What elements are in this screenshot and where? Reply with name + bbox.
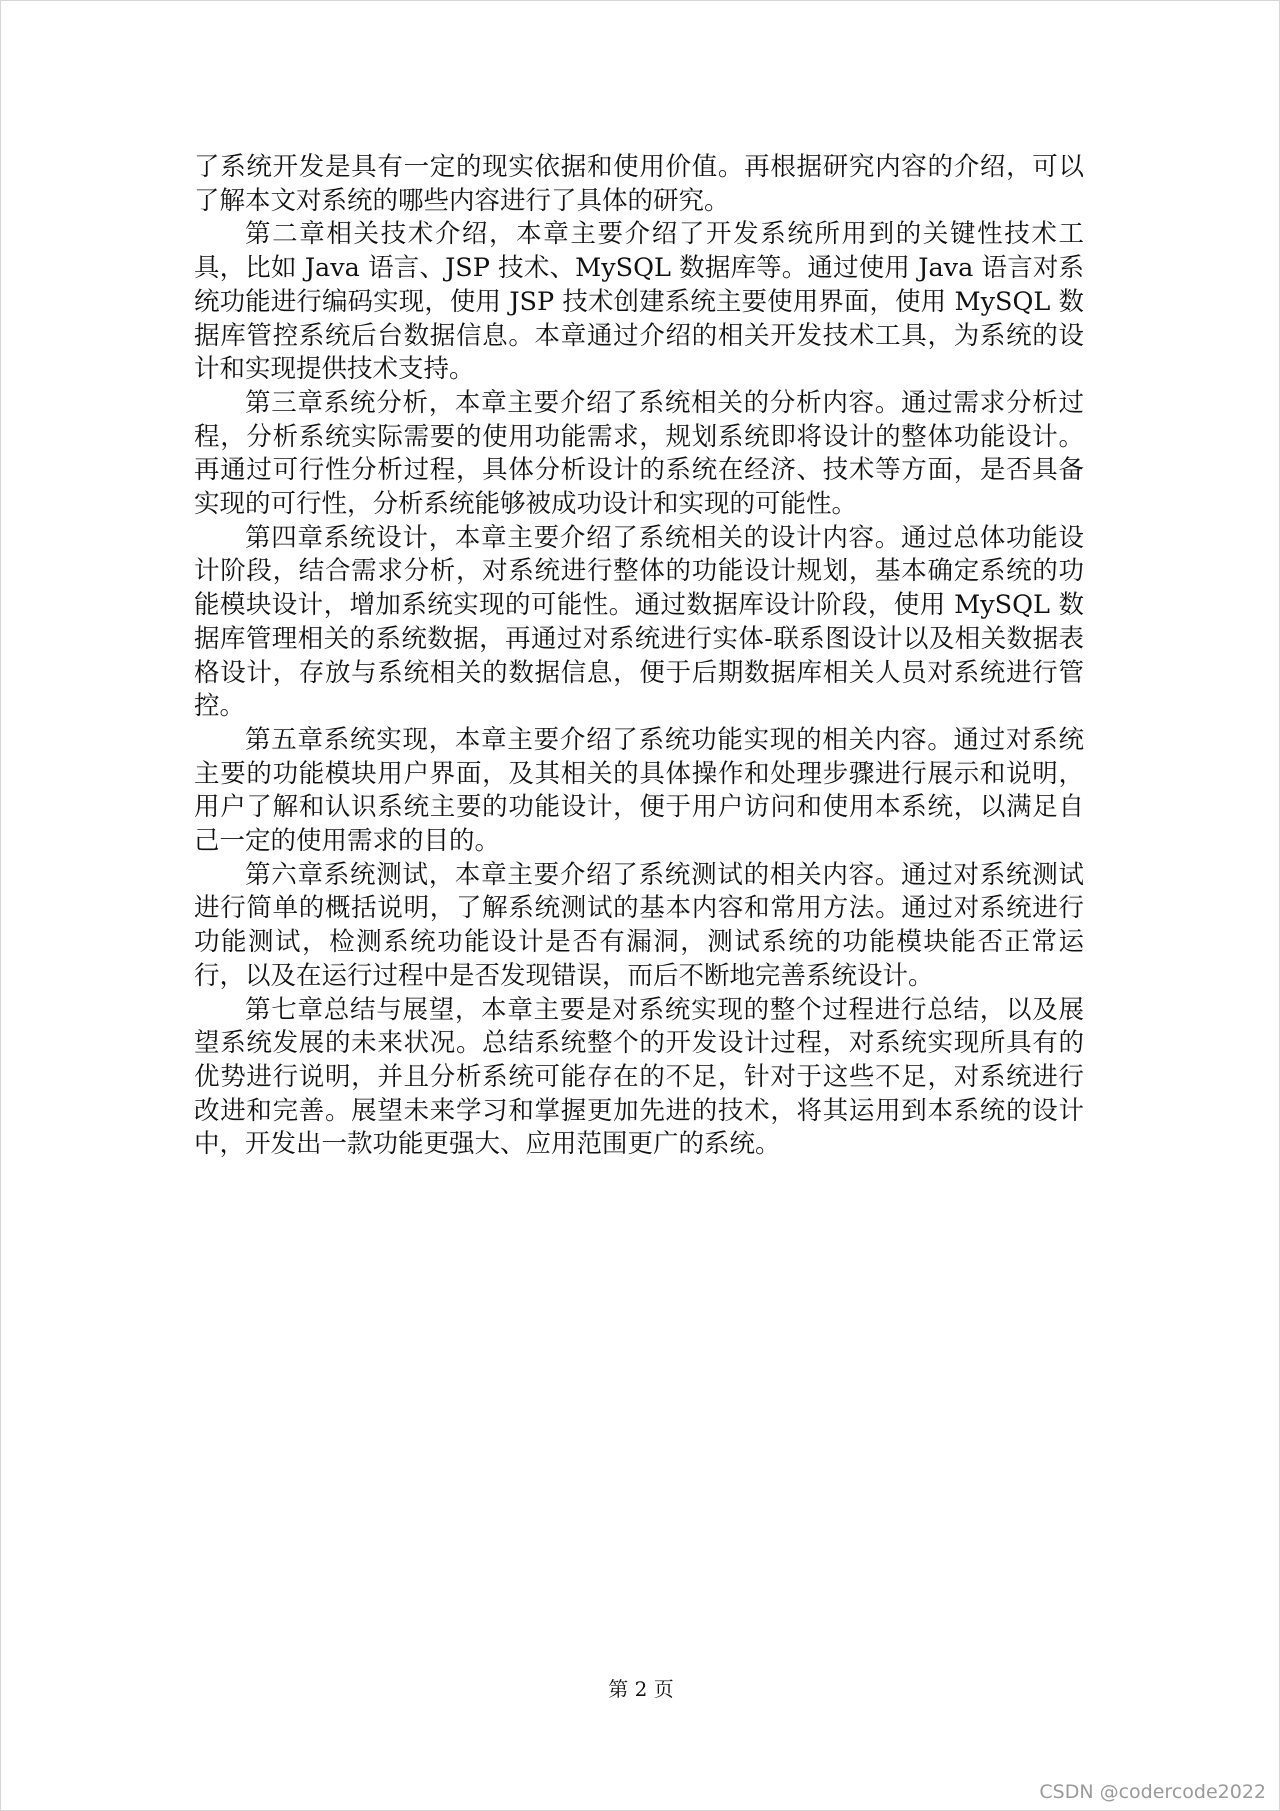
paragraph-chapter-6: 第六章系统测试，本章主要介绍了系统测试的相关内容。通过对系统测试进行简单的概括说明，了解系统测试的基本内容和常用方法。通过对系统进行功能测试，检测系统功能设计是否有漏洞，测试系统的功能模块能否正常运行，以及在运行过程中是否发现错误，而后不断地完善系统设计。: [194, 859, 1084, 991]
paragraph-chapter-4: 第四章系统设计，本章主要介绍了系统相关的设计内容。通过总体功能设计阶段，结合需求分析，对系统进行整体的功能设计规划，基本确定系统的功能模块设计，增加系统实现的可能性。通过数据库设计阶段，使用 MySQL 数据库管理相关的系统数据，再通过对系统进行实体-联系图设计以及相关数据表格设计，存放与系统相关的数据信息，便于后期数据库相关人员对系统进行管控。: [194, 522, 1084, 722]
paragraph-continuation: 了系统开发是具有一定的现实依据和使用价值。再根据研究内容的介绍，可以了解本文对系统的哪些内容进行了具体的研究。: [194, 152, 1084, 216]
paragraph-chapter-3: 第三章系统分析，本章主要介绍了系统相关的分析内容。通过需求分析过程，分析系统实际需要的使用功能需求，规划系统即将设计的整体功能设计。再通过可行性分析过程，具体分析设计的系统在经济、技术等方面，是否具备实现的可行性，分析系统能够被成功设计和实现的可能性。: [194, 387, 1084, 520]
csdn-watermark: CSDN @codercode2022: [1039, 1781, 1266, 1803]
document-body: [194, 151, 1084, 1162]
paragraph-chapter-7: 第七章总结与展望，本章主要是对系统实现的整个过程进行总结，以及展望系统发展的未来状况。总结系统整个的开发设计过程，对系统实现所具有的优势进行说明，并且分析系统可能存在的不足，针对于这些不足，对系统进行改进和完善。展望未来学习和掌握更加先进的技术，将其运用到本系统的设计中，开发出一款功能更强大、应用范围更广的系统。: [194, 994, 1084, 1160]
page-number: 第 2 页: [608, 1677, 674, 1701]
paragraph-chapter-2: 第二章相关技术介绍，本章主要介绍了开发系统所用到的关键性技术工具，比如 Java 语言、JSP 技术、MySQL 数据库等。通过使用 Java 语言对系统功能进行编码实现，使用 JSP 技术创建系统主要使用界面，使用 MySQL 数据库管控系统后台数据信息。本章通过介绍的相关开发技术工具，为系统的设计和实现提供技术支持。: [194, 219, 1084, 385]
paragraph-chapter-5: 第五章系统实现，本章主要介绍了系统功能实现的相关内容。通过对系统主要的功能模块用户界面，及其相关的具体操作和处理步骤进行展示和说明，用户了解和认识系统主要的功能设计，便于用户访问和使用本系统，以满足自己一定的使用需求的目的。: [194, 724, 1084, 857]
